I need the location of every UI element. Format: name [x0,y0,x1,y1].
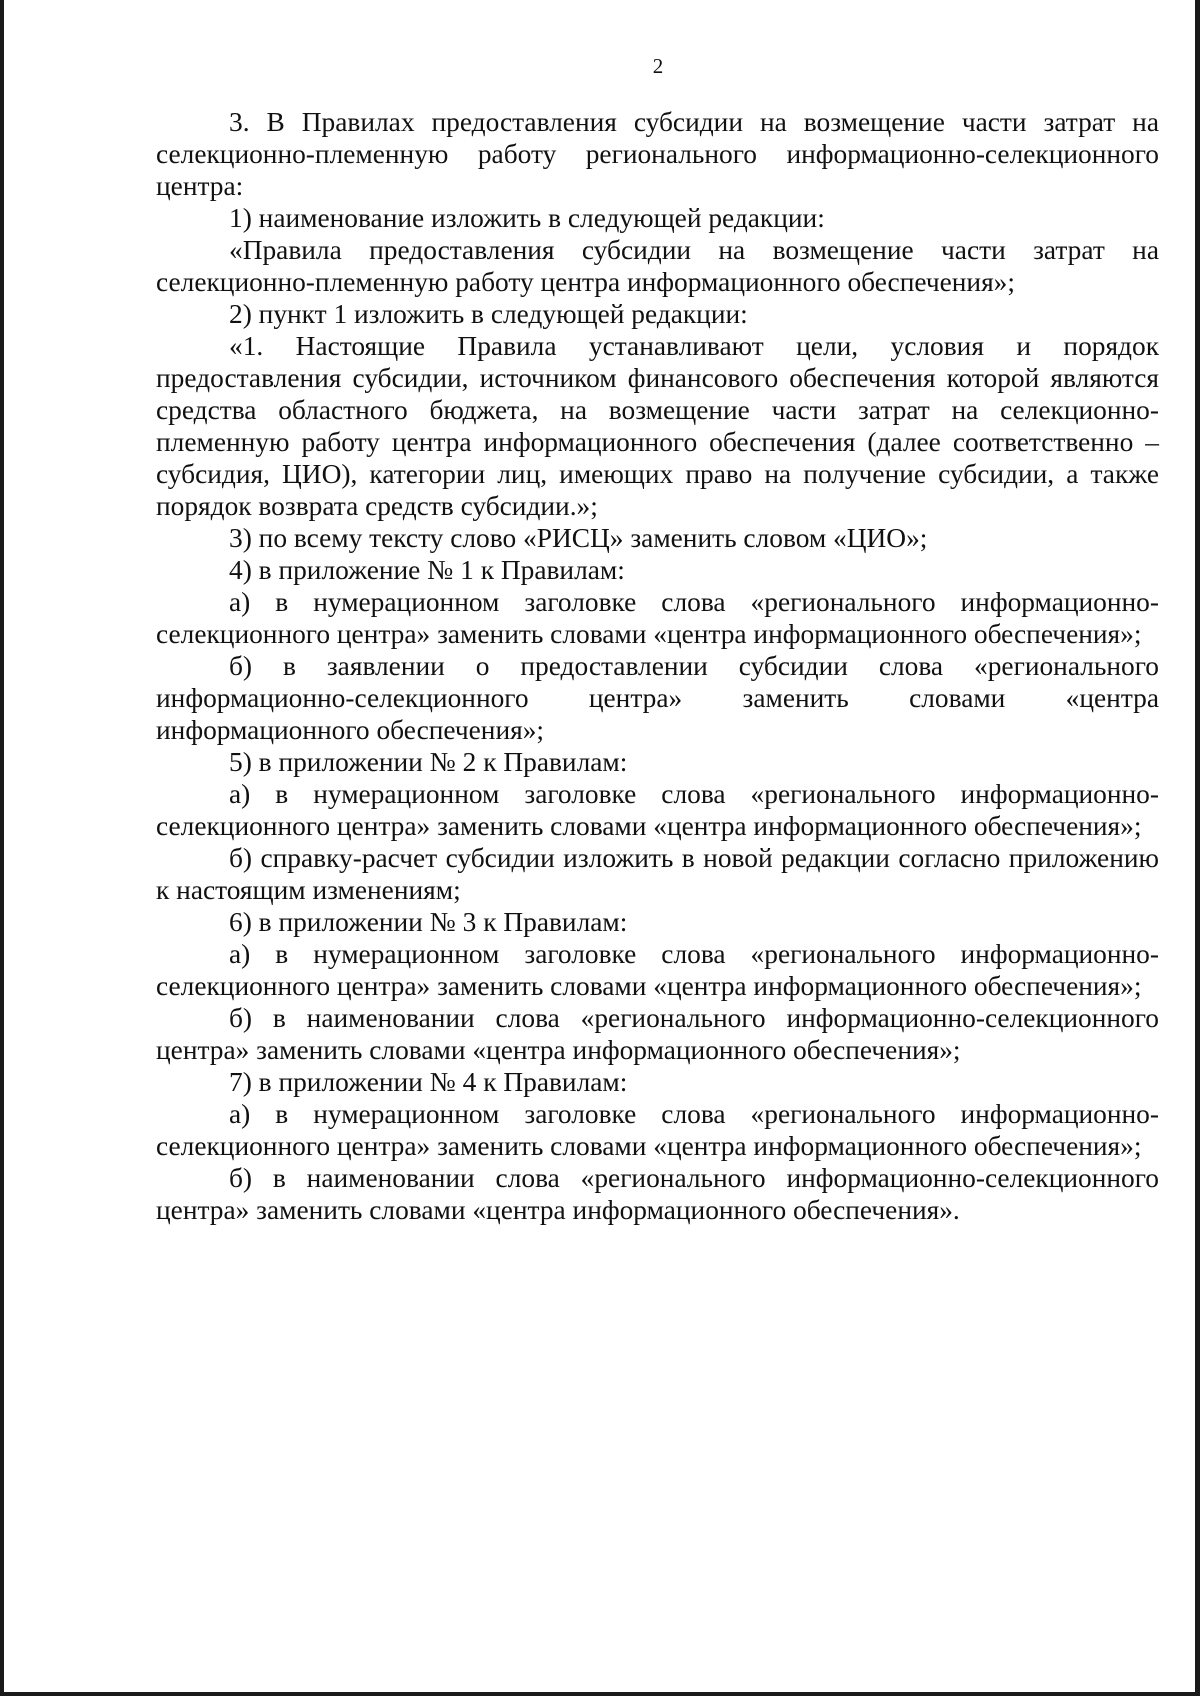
document-body [156,106,1159,1226]
page-number: 2 [652,54,664,78]
subitem-7a: а) в нумерационном заголовке слова «регионального информационно-селекционного центра» заменить словами «центра информационного обеспечения»; [156,1099,1159,1161]
subitem-6b: б) в наименовании слова «регионального информационно-селекционного центра» заменить словами «центра информационного обеспечения»; [156,1003,1159,1065]
subitem-7b: б) в наименовании слова «регионального информационно-селекционного центра» заменить словами «центра информационного обеспечения». [156,1163,1159,1225]
subitem-7: 7) в приложении № 4 к Правилам: [229,1067,628,1097]
subitem-5b: б) справку-расчет субсидии изложить в новой редакции согласно приложению к настоящим изменениям; [156,843,1159,905]
subitem-4a: а) в нумерационном заголовке слова «регионального информационно-селекционного центра» заменить словами «центра информационного обеспечения»; [156,587,1159,649]
scan-edge-right [1195,0,1200,1696]
quoted-point-1: «1. Настоящие Правила устанавливают цели, условия и порядок предоставления субсидии, источником финансового обеспечения которой являются средства областного бюджета, на возмещение части затрат на селекционно-племенную работу центра информационного обеспечения (далее соответственно – субсидия, ЦИО), категории лиц, имеющих право на получение субсидии, а также порядок возврата средств субсидии.»; [156,331,1159,521]
subitem-4: 4) в приложение № 1 к Правилам: [229,555,625,585]
subitem-6: 6) в приложении № 3 к Правилам: [229,907,628,937]
scan-edge-left [0,0,4,1696]
subitem-2: 2) пункт 1 изложить в следующей редакции: [229,299,748,329]
subitem-1: 1) наименование изложить в следующей редакции: [229,203,825,233]
quoted-new-title: «Правила предоставления субсидии на возмещение части затрат на селекционно-племенную работу центра информационного обеспечения»; [156,235,1159,297]
subitem-4b: б) в заявлении о предоставлении субсидии слова «регионального информационно-селекционного центра» заменить словами «центра информационного обеспечения»; [156,651,1159,745]
paragraph-item-3: 3. В Правилах предоставления субсидии на возмещение части затрат на селекционно-племенную работу регионального информационно-селекционного центра: [156,107,1159,201]
subitem-5: 5) в приложении № 2 к Правилам: [229,747,628,777]
subitem-6a: а) в нумерационном заголовке слова «регионального информационно-селекционного центра» заменить словами «центра информационного обеспечения»; [156,939,1159,1001]
scan-edge-bottom [0,1692,1200,1696]
subitem-5a: а) в нумерационном заголовке слова «регионального информационно-селекционного центра» заменить словами «центра информационного обеспечения»; [156,779,1159,841]
subitem-3: 3) по всему тексту слово «РИСЦ» заменить словом «ЦИО»; [229,523,928,553]
